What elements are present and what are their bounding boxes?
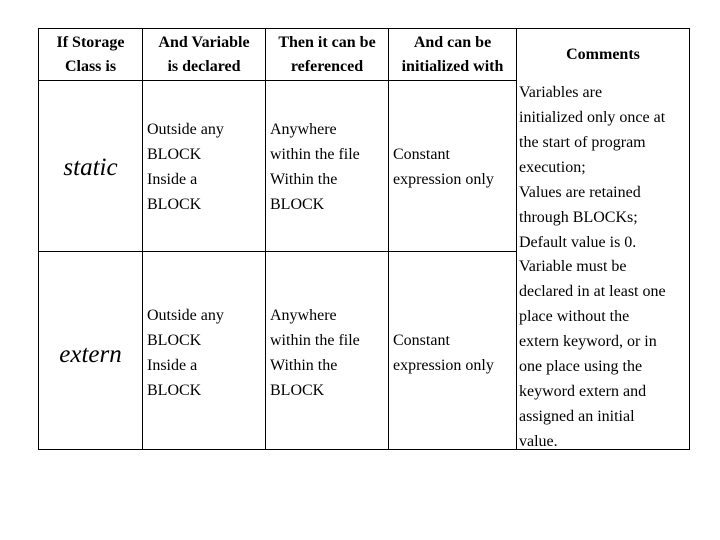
initialized-cell: Constant expression only bbox=[393, 146, 494, 188]
column-divider bbox=[388, 28, 389, 450]
initialized-cell: Constant expression only bbox=[393, 332, 494, 374]
header-initialized: And can be initialized with bbox=[401, 34, 504, 75]
column-divider bbox=[142, 28, 143, 450]
storage-class-extern: extern bbox=[59, 341, 122, 368]
header-comments: Comments bbox=[566, 46, 640, 63]
referenced-cell: Anywhere within the file Within the BLOCK bbox=[270, 121, 360, 213]
header-storage-class: If Storage Class is bbox=[56, 34, 125, 75]
comment-static: Variables are initialized only once at the start of program execution; Values are retained through BLOCKs; Default value is 0. bbox=[519, 84, 666, 251]
declared-cell: Outside any BLOCK Inside a BLOCK bbox=[147, 121, 224, 213]
header-referenced: Then it can be referenced bbox=[278, 34, 376, 75]
declared-cell: Outside any BLOCK Inside a BLOCK bbox=[147, 307, 224, 399]
comment-extern: Variable must be declared in at least one place without the extern keyword, or in one place using the keyword extern and assigned an initial value. bbox=[519, 258, 666, 450]
column-divider bbox=[516, 28, 517, 450]
column-divider bbox=[265, 28, 266, 450]
referenced-cell: Anywhere within the file Within the BLOCK bbox=[270, 307, 360, 399]
row-divider bbox=[38, 80, 516, 81]
row-divider bbox=[38, 251, 516, 252]
header-declared: And Variable is declared bbox=[158, 34, 250, 75]
storage-class-static: static bbox=[63, 154, 118, 181]
